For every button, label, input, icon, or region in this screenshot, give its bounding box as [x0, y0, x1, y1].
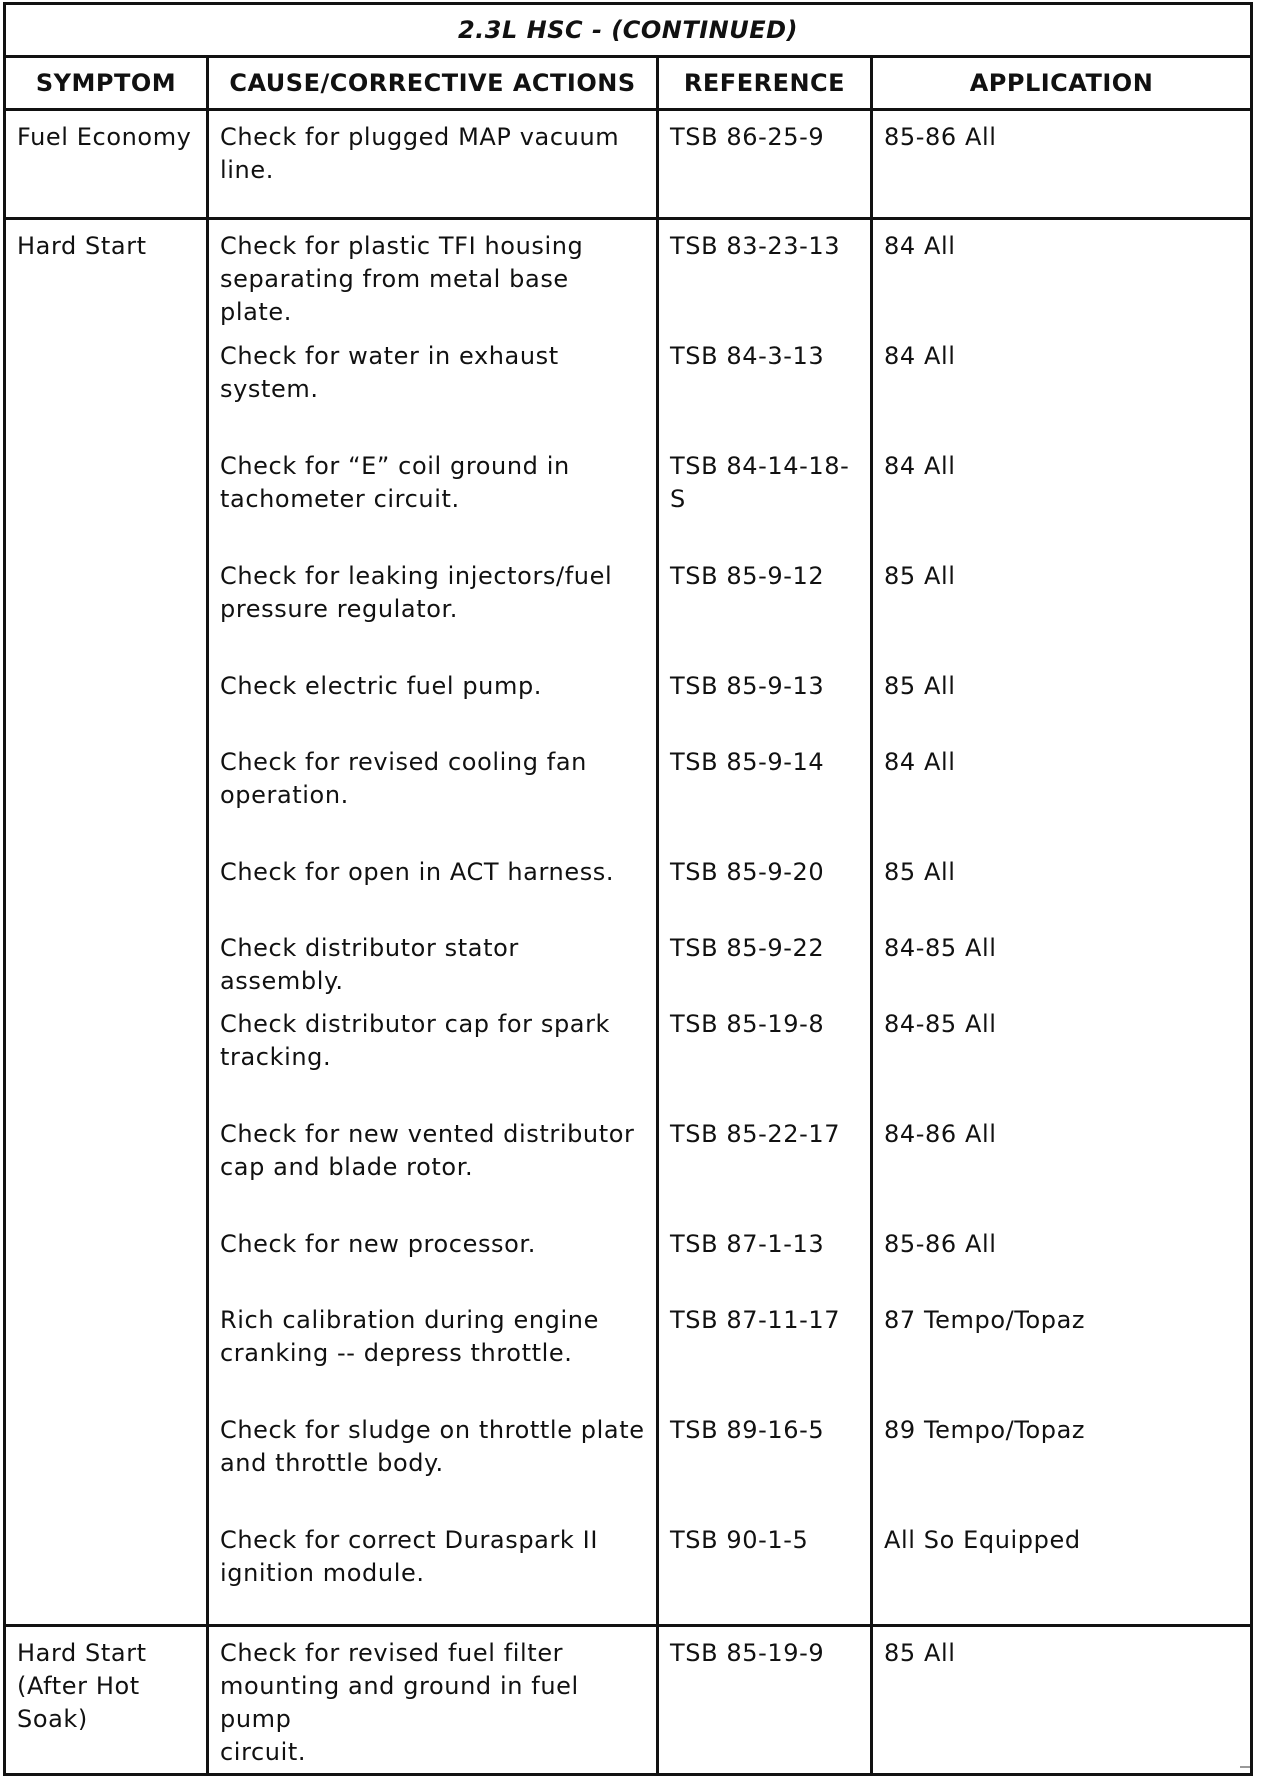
application-cell: 87 Tempo/Topaz — [884, 1306, 1086, 1334]
application-cell: 84-85 All — [884, 1010, 997, 1038]
cause-cell: Check for new processor. — [220, 1230, 536, 1258]
symptom-group — [5, 110, 1252, 219]
symptom-cell: Hard Start — [17, 232, 147, 260]
header-application: APPLICATION — [872, 57, 1252, 110]
reference-cell: TSB 90-1-5 — [670, 1526, 809, 1554]
cause-cell: Check for revised fuel filter mounting and ground in fuel pump circuit. — [220, 1639, 579, 1766]
cause-cell: Check for open in ACT harness. — [220, 858, 615, 886]
cause-cell: Check for plastic TFI housing separating from metal base plate. — [220, 232, 584, 326]
reference-cell: TSB 83-23-13 — [670, 232, 841, 260]
application-cell: 89 Tempo/Topaz — [884, 1416, 1086, 1444]
cause-cell: Check for plugged MAP vacuum line. — [220, 123, 620, 184]
reference-cell: TSB 87-11-17 — [670, 1306, 841, 1334]
application-cell: 84 All — [884, 748, 956, 776]
cause-cell: Check for water in exhaust system. — [220, 342, 559, 403]
application-cell: 84 All — [884, 452, 956, 480]
reference-cell: TSB 85-22-17 — [670, 1120, 841, 1148]
reference-cell: TSB 86-25-9 — [670, 123, 825, 151]
reference-cell: TSB 84-3-13 — [670, 342, 825, 370]
application-cell: 85 All — [884, 562, 956, 590]
table-title: 2.3L HSC - (CONTINUED) — [5, 4, 1252, 57]
cause-cell: Check for correct Duraspark II ignition module. — [220, 1526, 599, 1587]
application-cell: 85 All — [884, 1639, 956, 1667]
cause-cell: Check distributor cap for spark tracking. — [220, 1010, 611, 1071]
reference-cell: TSB 89-16-5 — [670, 1416, 825, 1444]
reference-cell: TSB 85-9-22 — [670, 934, 825, 962]
header-symptom: SYMPTOM — [5, 57, 208, 110]
reference-cell: TSB 85-9-20 — [670, 858, 825, 886]
cause-cell: Check for sludge on throttle plate and throttle body. — [220, 1416, 645, 1477]
reference-cell: TSB 85-9-13 — [670, 672, 825, 700]
cause-cell: Check electric fuel pump. — [220, 672, 543, 700]
symptom-cell: Fuel Economy — [17, 123, 192, 151]
cause-cell: Check for revised cooling fan operation. — [220, 748, 587, 809]
cause-cell: Check for “E” coil ground in tachometer circuit. — [220, 452, 570, 513]
application-cell: 84 All — [884, 232, 956, 260]
reference-cell: TSB 85-19-8 — [670, 1010, 825, 1038]
cause-cell: Rich calibration during engine cranking -- depress throttle. — [220, 1306, 599, 1367]
cause-cell: Check distributor stator assembly. — [220, 934, 519, 995]
document-page — [3, 2, 1253, 1776]
application-cell: 85 All — [884, 672, 956, 700]
cause-cell: Check for leaking injectors/fuel pressure regulator. — [220, 562, 613, 623]
application-cell: 84-86 All — [884, 1120, 997, 1148]
reference-cell: TSB 85-9-14 — [670, 748, 825, 776]
application-cell: 85-86 All — [884, 123, 997, 151]
corner-mark — [1240, 1766, 1250, 1768]
symptom-group — [5, 219, 1252, 1626]
application-cell: All So Equipped — [884, 1526, 1081, 1554]
reference-cell: TSB 84-14-18-S — [670, 452, 850, 513]
reference-cell: TSB 85-9-12 — [670, 562, 825, 590]
cause-cell: Check for new vented distributor cap and blade rotor. — [220, 1120, 635, 1181]
symptom-group — [5, 1626, 1252, 1775]
tsb-table — [3, 2, 1253, 1776]
reference-cell: TSB 87-1-13 — [670, 1230, 825, 1258]
application-cell: 85 All — [884, 858, 956, 886]
application-cell: 84 All — [884, 342, 956, 370]
reference-cell: TSB 85-19-9 — [670, 1639, 825, 1667]
header-reference: REFERENCE — [658, 57, 872, 110]
header-cause: CAUSE/CORRECTIVE ACTIONS — [208, 57, 658, 110]
symptom-cell: Hard Start (After Hot Soak) — [17, 1639, 147, 1733]
application-cell: 84-85 All — [884, 934, 997, 962]
table-body — [5, 110, 1252, 1775]
application-cell: 85-86 All — [884, 1230, 997, 1258]
